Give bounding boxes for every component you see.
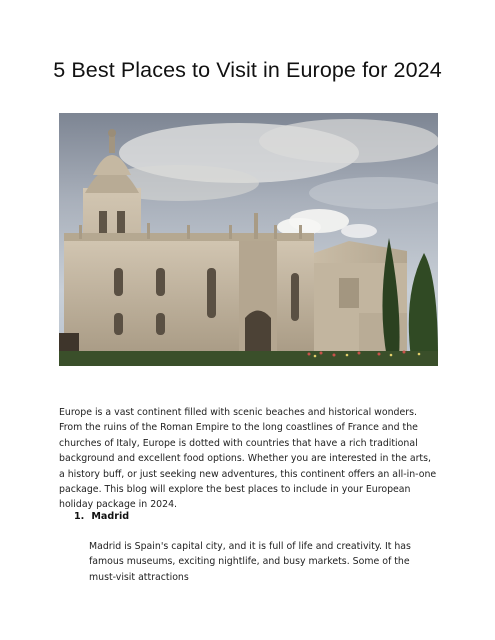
list-item-heading: [74, 511, 129, 522]
list-number: 1.: [74, 511, 85, 522]
monastery-photo: [59, 113, 438, 366]
page-title: 5 Best Places to Visit in Europe for 2024: [53, 58, 442, 82]
list-item-paragraph: Madrid is Spain's capital city, and it is full of life and creativity. It has famous museums, exciting nightlife, and busy markets. Some of the must-visit attractions: [89, 541, 411, 583]
intro-paragraph: Europe is a vast continent filled with scenic beaches and historical wonders. From the ruins of the Roman Empire to the long coastlines of France and the churches of Italy, Europe is dotted with countries that have a rich traditional background and excellent food options. Whether you are interested in the arts, a history buff, or just seeking new adventures, this continent offers an all-in-one package. This blog will explore the best places to include in your European holiday package in 2024.: [59, 407, 437, 511]
list-heading-text: Madrid: [91, 511, 130, 522]
